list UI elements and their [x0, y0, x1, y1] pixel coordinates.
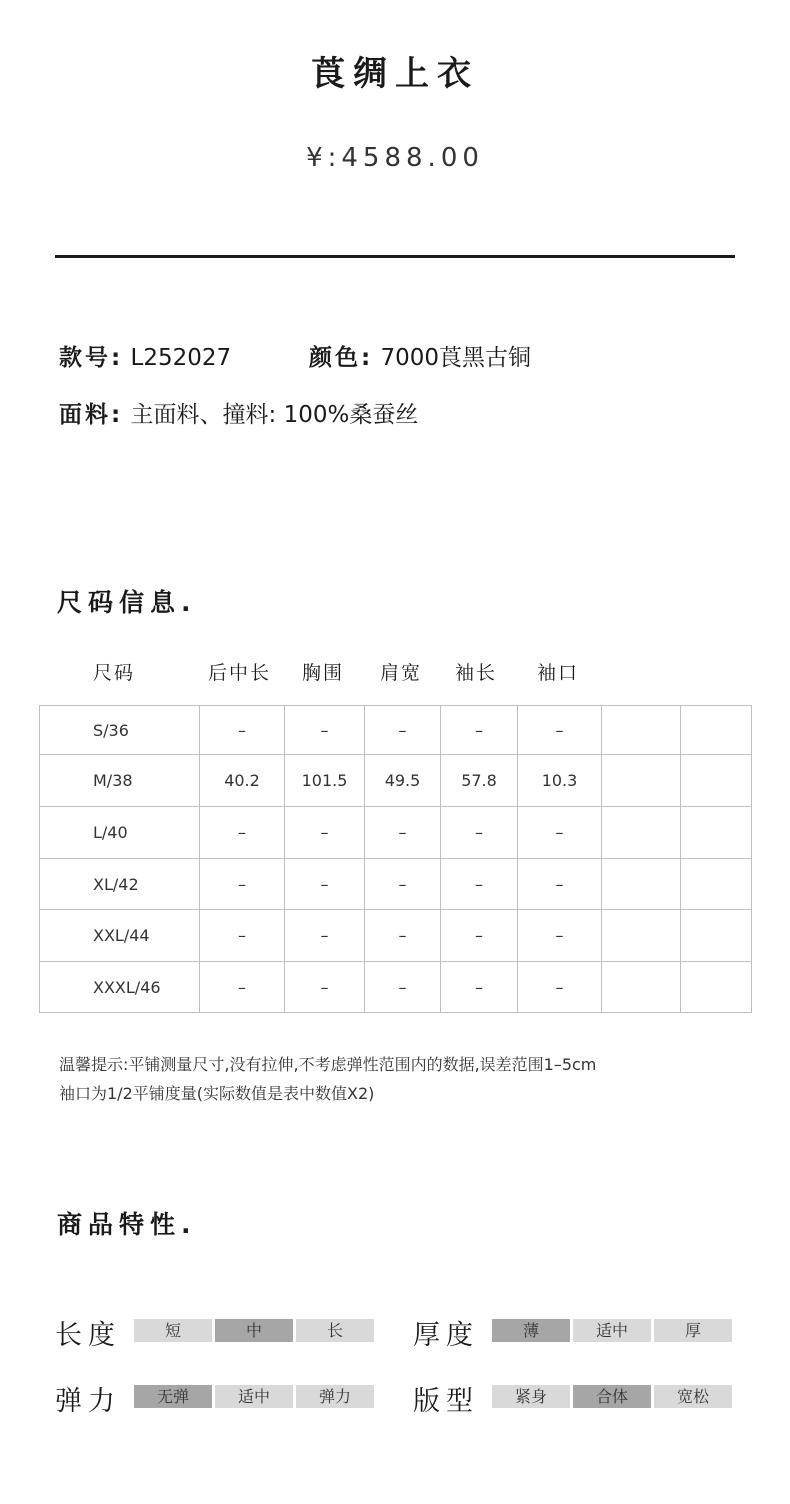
measure-cell: –	[518, 962, 602, 1013]
feature-options-length	[134, 1319, 374, 1342]
size-cell: XL/42	[40, 859, 200, 910]
size-cell: XXXL/46	[40, 962, 200, 1013]
size-note-line2: 袖口为1/2平铺度量(实际数值是表中数值X2)	[59, 1084, 375, 1103]
measure-cell	[681, 706, 752, 755]
color-info	[309, 339, 531, 372]
features-section-title: 商品特性.	[57, 1210, 197, 1239]
measure-cell	[681, 962, 752, 1013]
feature-label-elasticity: 弹力	[55, 1386, 121, 1417]
measure-cell	[681, 910, 752, 962]
option-box: 宽松	[654, 1385, 732, 1408]
option-box: 弹力	[296, 1385, 374, 1408]
measure-cell: –	[200, 962, 285, 1013]
color-value: 7000莨黑古铜	[380, 345, 532, 371]
measure-cell: 40.2	[200, 755, 285, 807]
color-label: 颜色:	[309, 345, 374, 371]
product-title: 莨绸上衣	[311, 54, 479, 94]
measure-cell: –	[285, 706, 365, 755]
feature-label-thickness: 厚度	[413, 1320, 479, 1351]
measure-cell: –	[441, 910, 518, 962]
measure-cell	[602, 859, 681, 910]
col-header-shoulder: 肩宽	[380, 662, 423, 684]
table-row	[40, 755, 752, 807]
measure-cell: –	[285, 807, 365, 859]
measure-cell: –	[365, 962, 441, 1013]
measure-cell: –	[441, 859, 518, 910]
measure-cell	[681, 807, 752, 859]
measure-cell: –	[365, 859, 441, 910]
measure-cell: –	[200, 910, 285, 962]
col-header-cuff: 袖口	[537, 662, 580, 684]
measure-cell	[602, 807, 681, 859]
measure-cell: 101.5	[285, 755, 365, 807]
feature-options-elasticity	[134, 1385, 374, 1408]
size-note-line1: 温馨提示:平铺测量尺寸,没有拉伸,不考虑弹性范围内的数据,误差范围1–5cm	[59, 1055, 597, 1074]
measure-cell: –	[200, 706, 285, 755]
option-box: 合体	[573, 1385, 651, 1408]
measure-cell: 57.8	[441, 755, 518, 807]
measure-cell: 10.3	[518, 755, 602, 807]
measure-cell: –	[518, 706, 602, 755]
table-row	[40, 962, 752, 1013]
measure-cell	[602, 706, 681, 755]
measure-cell: –	[365, 910, 441, 962]
option-box: 紧身	[492, 1385, 570, 1408]
table-row	[40, 706, 752, 755]
measure-cell: –	[285, 859, 365, 910]
measure-cell	[602, 755, 681, 807]
col-header-chest: 胸围	[302, 662, 345, 684]
measure-cell: –	[441, 807, 518, 859]
col-header-size: 尺码	[93, 662, 136, 684]
table-row	[40, 807, 752, 859]
size-table	[39, 705, 752, 1013]
feature-options-fit	[492, 1385, 732, 1408]
option-box: 薄	[492, 1319, 570, 1342]
option-box: 长	[296, 1319, 374, 1342]
measure-cell: –	[200, 807, 285, 859]
size-cell: M/38	[40, 755, 200, 807]
product-price: ¥:4588.00	[306, 143, 484, 173]
size-cell: XXL/44	[40, 910, 200, 962]
measure-cell	[602, 962, 681, 1013]
measure-cell: –	[285, 962, 365, 1013]
size-cell: S/36	[40, 706, 200, 755]
divider	[55, 255, 735, 258]
measure-cell: –	[518, 910, 602, 962]
style-number-value: L252027	[130, 345, 232, 371]
table-row	[40, 859, 752, 910]
feature-label-fit: 版型	[413, 1386, 479, 1417]
col-header-sleeve-length: 袖长	[455, 662, 498, 684]
option-box: 厚	[654, 1319, 732, 1342]
size-cell: L/40	[40, 807, 200, 859]
measure-cell: –	[365, 807, 441, 859]
measure-cell: –	[365, 706, 441, 755]
option-box: 短	[134, 1319, 212, 1342]
measure-cell: –	[518, 859, 602, 910]
size-section-title: 尺码信息.	[57, 588, 197, 617]
option-box: 中	[215, 1319, 293, 1342]
measure-cell: 49.5	[365, 755, 441, 807]
measure-cell	[681, 859, 752, 910]
feature-options-thickness	[492, 1319, 732, 1342]
fabric-value: 主面料、撞料: 100%桑蚕丝	[130, 402, 419, 428]
measure-cell: –	[441, 962, 518, 1013]
measure-cell: –	[441, 706, 518, 755]
option-box: 适中	[573, 1319, 651, 1342]
measure-cell: –	[200, 859, 285, 910]
table-row	[40, 910, 752, 962]
style-number-label: 款号:	[59, 345, 124, 371]
col-header-back-length: 后中长	[208, 662, 272, 684]
measure-cell: –	[518, 807, 602, 859]
measure-cell: –	[285, 910, 365, 962]
option-box: 无弹	[134, 1385, 212, 1408]
measure-cell	[602, 910, 681, 962]
measure-cell	[681, 755, 752, 807]
option-box: 适中	[215, 1385, 293, 1408]
style-number	[59, 339, 231, 372]
fabric-info	[59, 396, 418, 429]
fabric-label: 面料:	[59, 402, 124, 428]
feature-label-length: 长度	[55, 1320, 121, 1351]
